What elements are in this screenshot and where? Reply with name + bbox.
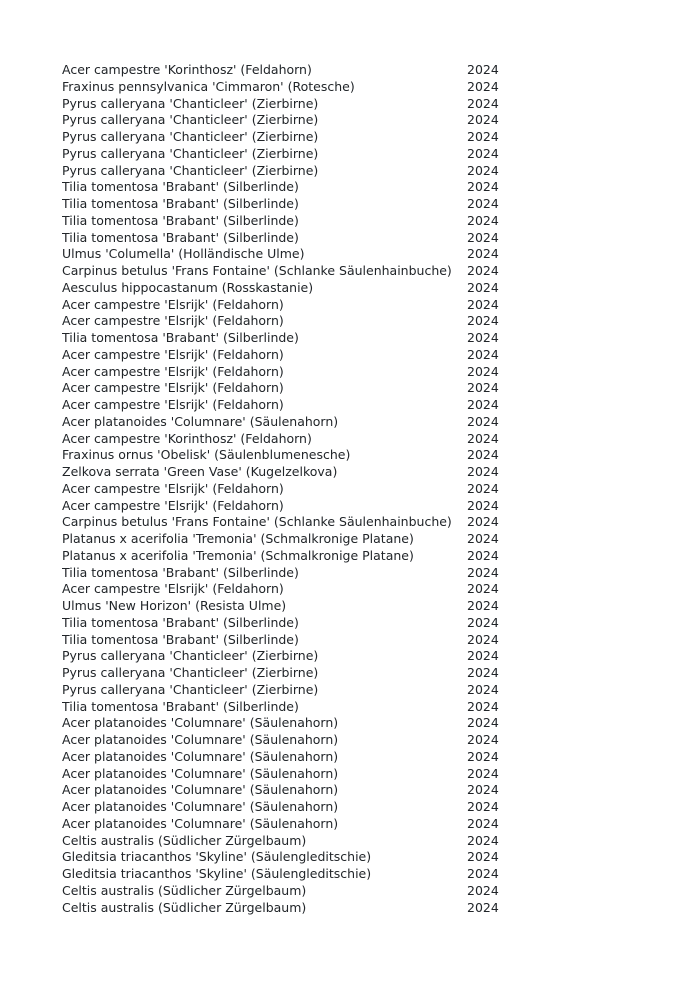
species-name: Acer platanoides 'Columnare' (Säulenahorn) [62, 715, 339, 731]
list-item [62, 364, 508, 381]
species-name: Fraxinus pennsylvanica 'Cimmaron' (Rotesche) [62, 78, 355, 94]
list-item [62, 833, 508, 850]
list-item [62, 380, 508, 397]
list-item [62, 230, 508, 247]
list-item [62, 866, 508, 883]
list-item [62, 62, 508, 79]
list-item [62, 163, 508, 180]
list-item [62, 414, 508, 431]
year-value: 2024 [467, 313, 499, 329]
year-value: 2024 [467, 681, 499, 697]
year-value: 2024 [467, 581, 499, 597]
list-item [62, 297, 508, 314]
list-item [62, 246, 508, 263]
year-value: 2024 [467, 732, 499, 747]
year-value: 2024 [467, 631, 499, 647]
species-name: Fraxinus ornus 'Obelisk' (Säulenblumenesche) [62, 447, 351, 463]
year-value: 2024 [467, 464, 499, 479]
species-name: Acer platanoides 'Columnare' (Säulenahorn) [62, 748, 339, 764]
list-item [62, 699, 508, 716]
species-name: Aesculus hippocastanum (Rosskastanie) [62, 279, 314, 295]
year-value: 2024 [467, 614, 499, 630]
list-item [62, 849, 508, 866]
year-value: 2024 [467, 782, 499, 798]
year-value: 2024 [467, 882, 499, 898]
species-name: Acer platanoides 'Columnare' (Säulenahorn) [62, 765, 339, 781]
year-value: 2024 [467, 246, 499, 262]
list-item [62, 565, 508, 582]
species-name: Pyrus calleryana 'Chanticleer' (Zierbirne) [62, 648, 319, 664]
species-name: Acer campestre 'Elsrijk' (Feldahorn) [62, 497, 284, 513]
year-value: 2024 [467, 514, 499, 530]
species-name: Tilia tomentosa 'Brabant' (Silberlinde) [62, 179, 299, 195]
year-value: 2024 [467, 179, 499, 195]
year-value: 2024 [467, 564, 499, 580]
list-item [62, 766, 508, 783]
species-name: Gleditsia triacanthos 'Skyline' (Säulengleditschie) [62, 849, 372, 865]
year-value: 2024 [467, 380, 499, 396]
species-name: Tilia tomentosa 'Brabant' (Silberlinde) [62, 196, 299, 211]
year-value: 2024 [467, 279, 499, 295]
list-item [62, 548, 508, 565]
species-name: Zelkova serrata 'Green Vase' (Kugelzelkova) [62, 464, 338, 479]
species-name: Tilia tomentosa 'Brabant' (Silberlinde) [62, 330, 299, 345]
list-item [62, 498, 508, 515]
year-value: 2024 [467, 296, 499, 312]
year-value: 2024 [467, 397, 499, 412]
list-item [62, 682, 508, 699]
species-name: Tilia tomentosa 'Brabant' (Silberlinde) [62, 564, 299, 580]
species-year-list [62, 62, 508, 916]
year-value: 2024 [467, 715, 499, 731]
species-name: Pyrus calleryana 'Chanticleer' (Zierbirne) [62, 162, 319, 178]
species-name: Acer campestre 'Korinthosz' (Feldahorn) [62, 62, 312, 77]
list-item [62, 129, 508, 146]
list-item [62, 347, 508, 364]
year-value: 2024 [467, 413, 499, 429]
species-name: Acer platanoides 'Columnare' (Säulenahorn) [62, 799, 339, 814]
year-value: 2024 [467, 698, 499, 714]
year-value: 2024 [467, 849, 499, 865]
species-name: Acer platanoides 'Columnare' (Säulenahorn) [62, 413, 339, 429]
list-item [62, 900, 508, 917]
list-item [62, 749, 508, 766]
species-name: Carpinus betulus 'Frans Fontaine' (Schlanke Säulenhainbuche) [62, 263, 452, 278]
year-value: 2024 [467, 263, 499, 278]
species-name: Acer platanoides 'Columnare' (Säulenahorn) [62, 815, 339, 831]
year-value: 2024 [467, 95, 499, 111]
list-item [62, 665, 508, 682]
year-value: 2024 [467, 145, 499, 161]
species-name: Acer platanoides 'Columnare' (Säulenahorn) [62, 732, 339, 747]
year-value: 2024 [467, 78, 499, 94]
year-value: 2024 [467, 497, 499, 513]
species-name: Pyrus calleryana 'Chanticleer' (Zierbirne) [62, 681, 319, 697]
year-value: 2024 [467, 447, 499, 463]
species-name: Acer campestre 'Elsrijk' (Feldahorn) [62, 380, 284, 396]
species-name: Acer campestre 'Korinthosz' (Feldahorn) [62, 430, 312, 446]
list-item [62, 782, 508, 799]
list-item [62, 213, 508, 230]
year-value: 2024 [467, 598, 499, 613]
list-item [62, 431, 508, 448]
list-item [62, 531, 508, 548]
list-item [62, 397, 508, 414]
year-value: 2024 [467, 665, 499, 680]
year-value: 2024 [467, 330, 499, 345]
year-value: 2024 [467, 748, 499, 764]
list-item [62, 330, 508, 347]
year-value: 2024 [467, 815, 499, 831]
list-item [62, 615, 508, 632]
species-name: Acer campestre 'Elsrijk' (Feldahorn) [62, 581, 284, 597]
species-name: Tilia tomentosa 'Brabant' (Silberlinde) [62, 614, 299, 630]
year-value: 2024 [467, 430, 499, 446]
year-value: 2024 [467, 899, 499, 915]
species-name: Acer platanoides 'Columnare' (Säulenahorn) [62, 782, 339, 798]
species-name: Pyrus calleryana 'Chanticleer' (Zierbirne) [62, 129, 319, 144]
list-item [62, 598, 508, 615]
year-value: 2024 [467, 129, 499, 144]
species-name: Acer campestre 'Elsrijk' (Feldahorn) [62, 346, 284, 362]
species-name: Acer campestre 'Elsrijk' (Feldahorn) [62, 363, 284, 379]
year-value: 2024 [467, 547, 499, 563]
year-value: 2024 [467, 531, 499, 546]
species-name: Platanus x acerifolia 'Tremonia' (Schmalkronige Platane) [62, 547, 414, 563]
list-item [62, 196, 508, 213]
species-name: Platanus x acerifolia 'Tremonia' (Schmalkronige Platane) [62, 531, 414, 546]
species-name: Acer campestre 'Elsrijk' (Feldahorn) [62, 296, 284, 312]
list-item [62, 179, 508, 196]
year-value: 2024 [467, 346, 499, 362]
year-value: 2024 [467, 799, 499, 814]
species-name: Celtis australis (Südlicher Zürgelbaum) [62, 899, 307, 915]
year-value: 2024 [467, 196, 499, 211]
list-item [62, 632, 508, 649]
year-value: 2024 [467, 62, 499, 77]
year-value: 2024 [467, 480, 499, 496]
list-item [62, 263, 508, 280]
species-name: Tilia tomentosa 'Brabant' (Silberlinde) [62, 631, 299, 647]
species-name: Carpinus betulus 'Frans Fontaine' (Schlanke Säulenhainbuche) [62, 514, 452, 530]
year-value: 2024 [467, 112, 499, 128]
list-item [62, 514, 508, 531]
year-value: 2024 [467, 363, 499, 379]
year-value: 2024 [467, 832, 499, 848]
list-item [62, 799, 508, 816]
species-name: Gleditsia triacanthos 'Skyline' (Säulengleditschie) [62, 866, 372, 881]
list-item [62, 313, 508, 330]
list-item [62, 146, 508, 163]
list-item [62, 715, 508, 732]
year-value: 2024 [467, 229, 499, 245]
list-item [62, 96, 508, 113]
list-item [62, 581, 508, 598]
list-item [62, 883, 508, 900]
list-item [62, 447, 508, 464]
species-name: Ulmus 'Columella' (Holländische Ulme) [62, 246, 305, 262]
species-name: Ulmus 'New Horizon' (Resista Ulme) [62, 598, 287, 613]
list-item [62, 464, 508, 481]
year-value: 2024 [467, 765, 499, 781]
year-value: 2024 [467, 162, 499, 178]
year-value: 2024 [467, 866, 499, 881]
species-name: Celtis australis (Südlicher Zürgelbaum) [62, 882, 307, 898]
species-name: Acer campestre 'Elsrijk' (Feldahorn) [62, 397, 284, 412]
list-item [62, 732, 508, 749]
list-item [62, 816, 508, 833]
species-name: Pyrus calleryana 'Chanticleer' (Zierbirne) [62, 665, 319, 680]
species-name: Acer campestre 'Elsrijk' (Feldahorn) [62, 480, 284, 496]
species-name: Pyrus calleryana 'Chanticleer' (Zierbirne) [62, 112, 319, 128]
species-name: Tilia tomentosa 'Brabant' (Silberlinde) [62, 229, 299, 245]
species-name: Acer campestre 'Elsrijk' (Feldahorn) [62, 313, 284, 329]
year-value: 2024 [467, 212, 499, 228]
list-item [62, 79, 508, 96]
species-name: Tilia tomentosa 'Brabant' (Silberlinde) [62, 212, 299, 228]
species-name: Tilia tomentosa 'Brabant' (Silberlinde) [62, 698, 299, 714]
year-value: 2024 [467, 648, 499, 664]
list-item [62, 112, 508, 129]
list-item [62, 481, 508, 498]
species-name: Pyrus calleryana 'Chanticleer' (Zierbirne) [62, 95, 319, 111]
list-item [62, 280, 508, 297]
species-name: Celtis australis (Südlicher Zürgelbaum) [62, 832, 307, 848]
species-name: Pyrus calleryana 'Chanticleer' (Zierbirne) [62, 145, 319, 161]
list-item [62, 648, 508, 665]
